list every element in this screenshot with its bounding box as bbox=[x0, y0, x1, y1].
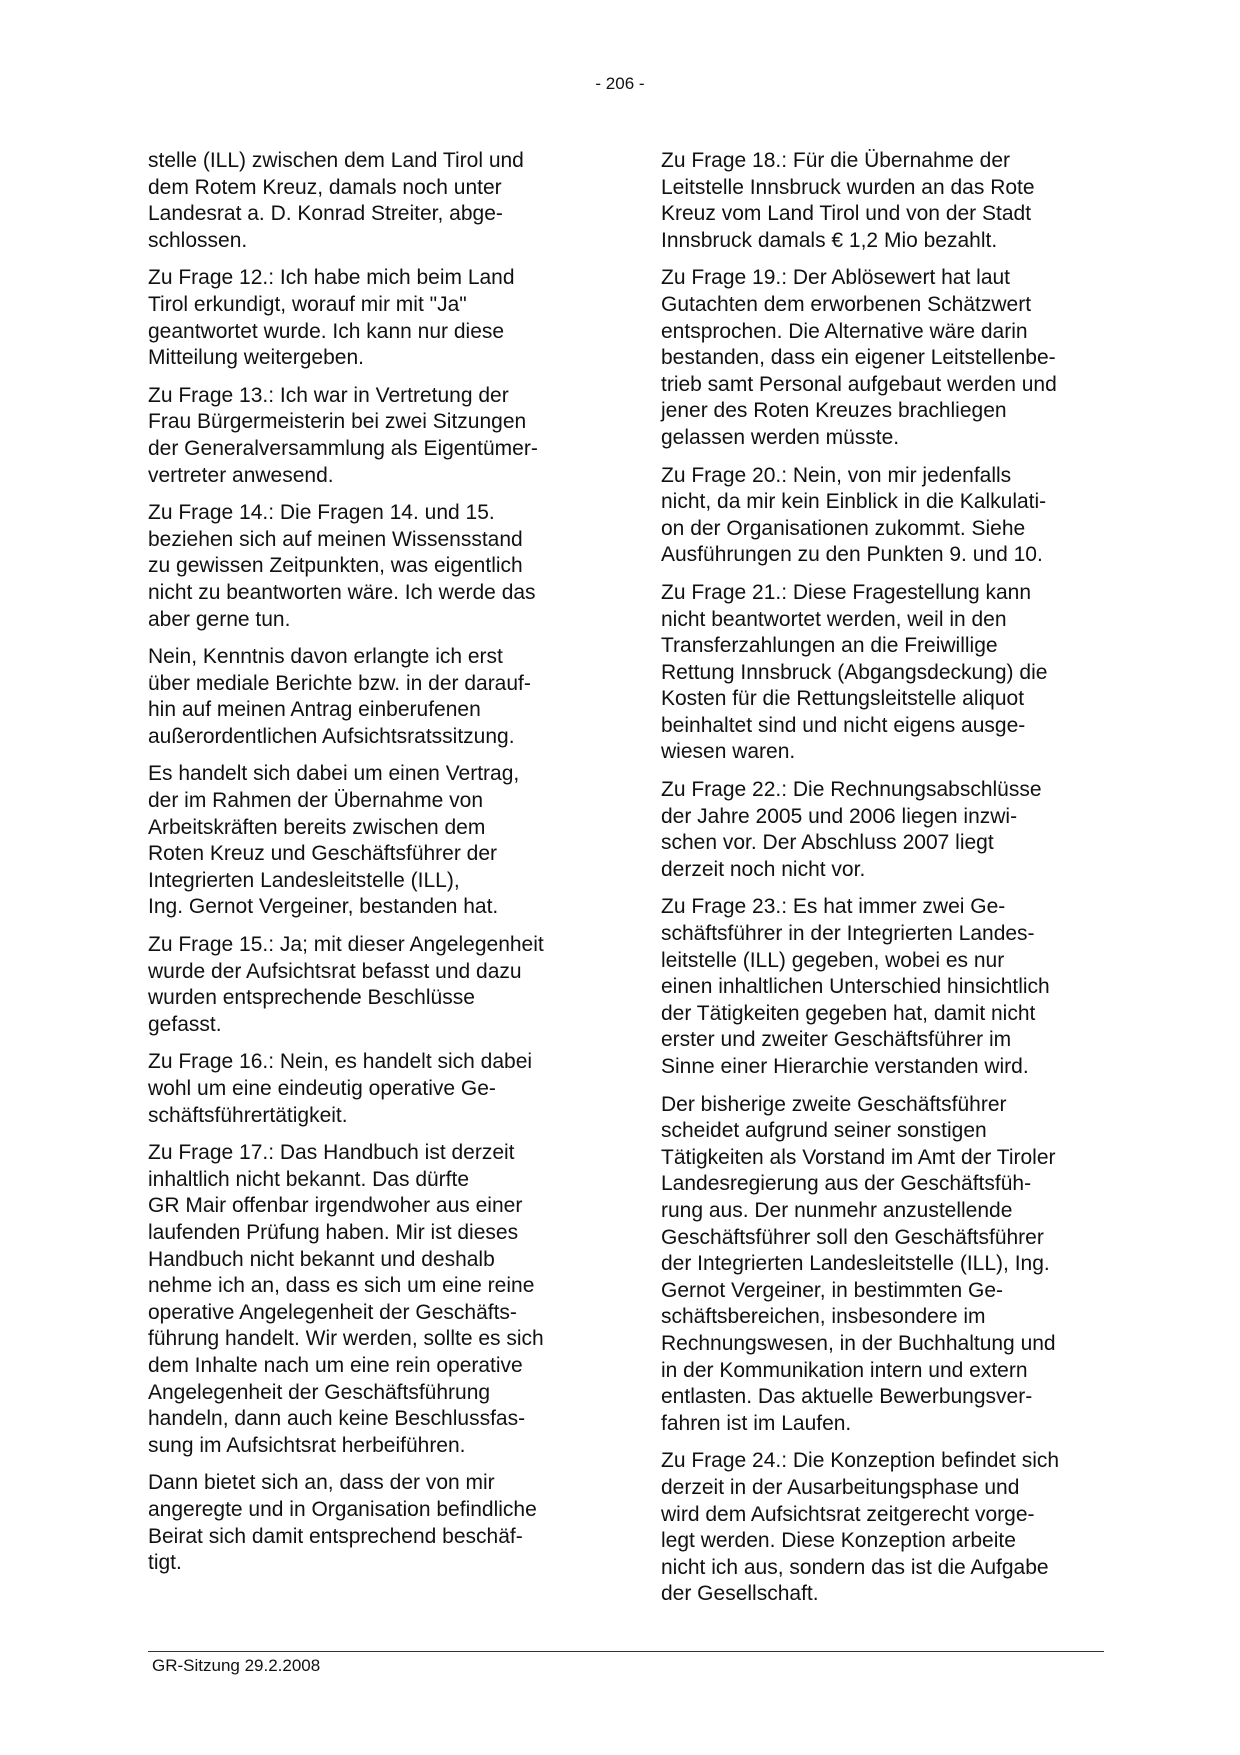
paragraph: Der bisherige zweite Geschäftsführer scheidet aufgrund seiner sonstigen Tätigkeiten als Vorstand im Amt der Tiroler Landesregierung aus der Geschäftsfüh- rung aus. Der nunmehr anzustellende Geschäftsführer soll den Geschäftsführer der Integrierten Landesleitstelle (ILL), Ing. Gernot Vergeiner, in bestimmten Ge- schäftsbereichen, insbesondere im Rechnungswesen, in der Buchhaltung und in der Kommunikation intern und extern entlasten. Das aktuelle Bewerbungsver- fahren ist im Laufen. bbox=[661, 1092, 1056, 1435]
left-column bbox=[148, 148, 603, 1588]
paragraph: Es handelt sich dabei um einen Vertrag, der im Rahmen der Übernahme von Arbeitskräften bereits zwischen dem Roten Kreuz und Geschäftsführer der Integrierten Landesleitstelle (ILL), Ing. Gernot Vergeiner, bestanden hat. bbox=[148, 762, 520, 919]
right-column bbox=[661, 148, 1116, 1619]
paragraph: Zu Frage 23.: Es hat immer zwei Ge- schäftsführer in der Integrierten Landes- leitstelle (ILL) gegeben, wobei es nur einen inhaltlichen Unterschied hinsichtlich der Tätigkeiten gegeben hat, damit nicht erster und zweiter Geschäftsführer im Sinne einer Hierarchie verstanden wird. bbox=[661, 895, 1050, 1078]
paragraph: Zu Frage 17.: Das Handbuch ist derzeit inhaltlich nicht bekannt. Das dürfte GR Mair offenbar irgendwoher aus einer laufenden Prüfung haben. Mir ist dieses Handbuch nicht bekannt und deshalb nehme ich an, dass es sich um eine reine operative Angelegenheit der Geschäfts- führung handelt. Wir werden, sollte es sich dem Inhalte nach um eine rein operative Angelegenheit der Geschäftsführung handeln, dann auch keine Beschlussfas- sung im Aufsichtsrat herbeiführen. bbox=[148, 1141, 544, 1457]
paragraph: Zu Frage 20.: Nein, von mir jedenfalls nicht, da mir kein Einblick in die Kalkulati- on der Organisationen zukommt. Siehe Ausführungen zu den Punkten 9. und 10. bbox=[661, 463, 1047, 567]
footer-divider bbox=[148, 1651, 1104, 1652]
paragraph: Zu Frage 19.: Der Ablösewert hat laut Gutachten dem erworbenen Schätzwert entsprochen. Die Alternative wäre darin bestanden, dass ein eigener Leitstellenbe- trieb samt Personal aufgebaut werden und jener des Roten Kreuzes brachliegen gelassen werden müsste. bbox=[661, 266, 1057, 449]
paragraph: Zu Frage 13.: Ich war in Vertretung der Frau Bürgermeisterin bei zwei Sitzungen der Generalversammlung als Eigentümer- vertreter anwesend. bbox=[148, 383, 538, 487]
paragraph: Zu Frage 24.: Die Konzeption befindet sich derzeit in der Ausarbeitungsphase und wird dem Aufsichtsrat zeitgerecht vorge- legt werden. Diese Konzeption arbeite nicht ich aus, sondern das ist die Aufgabe der Gesellschaft. bbox=[661, 1449, 1060, 1606]
page-number: - 206 - bbox=[595, 74, 645, 93]
paragraph: Nein, Kenntnis davon erlangte ich erst über mediale Berichte bzw. in der darauf- hin auf meinen Antrag einberufenen außerordentlichen Aufsichtsratssitzung. bbox=[148, 645, 531, 748]
paragraph: Zu Frage 22.: Die Rechnungsabschlüsse der Jahre 2005 und 2006 liegen inzwi- schen vor. Der Abschluss 2007 liegt derzeit noch nicht vor. bbox=[661, 778, 1042, 881]
footer-text: GR-Sitzung 29.2.2008 bbox=[152, 1656, 321, 1675]
paragraph: Zu Frage 18.: Für die Übernahme der Leitstelle Innsbruck wurden an das Rote Kreuz vom Land Tirol und von der Stadt Innsbruck damals € 1,2 Mio bezahlt. bbox=[661, 149, 1035, 252]
paragraph: Zu Frage 21.: Diese Fragestellung kann nicht beantwortet werden, weil in den Transferzahlungen an die Freiwillige Rettung Innsbruck (Abgangsdeckung) die Kosten für die Rettungsleitstelle aliquot beinhaltet sind und nicht eigens ausge- wiesen waren. bbox=[661, 580, 1048, 764]
paragraph: Zu Frage 12.: Ich habe mich beim Land Tirol erkundigt, worauf mir mit "Ja" geantwortet wurde. Ich kann nur diese Mitteilung weitergeben. bbox=[148, 266, 515, 370]
paragraph: Zu Frage 15.: Ja; mit dieser Angelegenheit wurde der Aufsichtsrat befasst und dazu wurden entsprechende Beschlüsse gefasst. bbox=[148, 933, 544, 1036]
paragraph: Dann bietet sich an, dass der von mir angeregte und in Organisation befindliche Beirat sich damit entsprechend beschäf- tigt. bbox=[148, 1471, 537, 1575]
paragraph: stelle (ILL) zwischen dem Land Tirol und dem Rotem Kreuz, damals noch unter Landesrat a. D. Konrad Streiter, abge- schlossen. bbox=[148, 149, 524, 252]
paragraph: Zu Frage 14.: Die Fragen 14. und 15. beziehen sich auf meinen Wissensstand zu gewissen Zeitpunkten, was eigentlich nicht zu beantworten wäre. Ich werde das aber gerne tun. bbox=[148, 501, 536, 631]
paragraph: Zu Frage 16.: Nein, es handelt sich dabei wohl um eine eindeutig operative Ge- schäftsführertätigkeit. bbox=[148, 1050, 533, 1127]
